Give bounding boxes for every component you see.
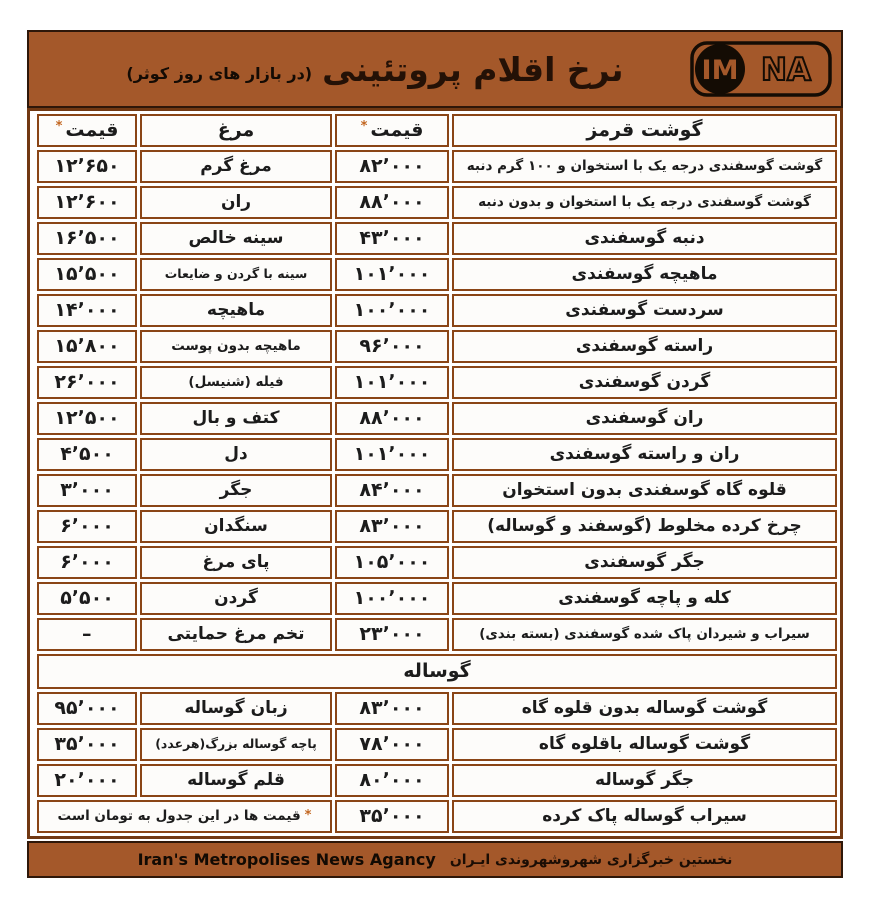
- chicken-item: دل: [140, 438, 332, 471]
- chicken-price: ۱۲٬۶۰۰: [37, 186, 137, 219]
- red-meat-price: ۱۰۰٬۰۰۰: [335, 582, 449, 615]
- red-meat-item: قلوه گاه گوسفندی بدون استخوان: [452, 474, 837, 507]
- chicken-price: ۱۵٬۵۰۰: [37, 258, 137, 291]
- chicken-item: سینه با گردن و ضایعات: [140, 258, 332, 291]
- imna-logo-icon: [690, 40, 832, 98]
- chicken-item: ران: [140, 186, 332, 219]
- chicken-item: سینه خالص: [140, 222, 332, 255]
- chicken-price: –: [37, 618, 137, 651]
- red-meat-item: سیراب و شیردان پاک شده گوسفندی (بسته بندی): [452, 618, 837, 651]
- footnote-text: قیمت ها در این جدول به تومان است: [57, 807, 301, 824]
- red-meat-item: ماهیچه گوسفندی: [452, 258, 837, 291]
- chicken-price: ۱۲٬۵۰۰: [37, 402, 137, 435]
- red-meat-price: ۴۳٬۰۰۰: [335, 222, 449, 255]
- red-meat-price: ۲۳٬۰۰۰: [335, 618, 449, 651]
- veal-item: گوشت گوساله بدون قلوه گاه: [452, 692, 837, 725]
- chicken-price: ۲۶٬۰۰۰: [37, 366, 137, 399]
- page-title: نرخ اقلام پروتئینی: [322, 49, 624, 89]
- header-titles: [29, 50, 681, 89]
- footnote-asterisk-icon: *: [304, 808, 312, 824]
- footer-band: [27, 841, 843, 878]
- red-meat-item: راسته گوسفندی: [452, 330, 837, 363]
- veal-price: ۹۵٬۰۰۰: [37, 692, 137, 725]
- chicken-price: ۱۲٬۶۵۰: [37, 150, 137, 183]
- veal-item: قلم گوساله: [140, 764, 332, 797]
- price-table: [27, 108, 843, 839]
- price-header-label: قیمت: [370, 118, 424, 141]
- chicken-item: فیله (شنیسل): [140, 366, 332, 399]
- chicken-item: کتف و بال: [140, 402, 332, 435]
- red-meat-price: ۱۰۱٬۰۰۰: [335, 366, 449, 399]
- chicken-price: ۵٬۵۰۰: [37, 582, 137, 615]
- red-meat-item: جگر گوسفندی: [452, 546, 837, 579]
- veal-price: ۲۰٬۰۰۰: [37, 764, 137, 797]
- chicken-item: گردن: [140, 582, 332, 615]
- price-header-label: قیمت: [65, 118, 119, 141]
- red-meat-price: ۱۰۱٬۰۰۰: [335, 438, 449, 471]
- chicken-item: پای مرغ: [140, 546, 332, 579]
- red-meat-price: ۱۰۰٬۰۰۰: [335, 294, 449, 327]
- red-meat-price: ۸۸٬۰۰۰: [335, 402, 449, 435]
- red-meat-item: گردن گوسفندی: [452, 366, 837, 399]
- price-asterisk-icon: *: [55, 119, 63, 134]
- col-header-price-red-meat: [335, 114, 449, 147]
- veal-item: گوشت گوساله باقلوه گاه: [452, 728, 837, 761]
- chicken-item: مرغ گرم: [140, 150, 332, 183]
- footer-agency-name-fa: نخستین خبرگزاری شهروشهروندی ایـران: [449, 851, 733, 868]
- red-meat-price: ۸۳٬۰۰۰: [335, 510, 449, 543]
- chicken-price: ۱۴٬۰۰۰: [37, 294, 137, 327]
- red-meat-item: گوشت گوسفندی درجه یک با استخوان و بدون دنبه: [452, 186, 837, 219]
- veal-price: ۷۸٬۰۰۰: [335, 728, 449, 761]
- veal-price: ۸۰٬۰۰۰: [335, 764, 449, 797]
- red-meat-price: ۹۶٬۰۰۰: [335, 330, 449, 363]
- red-meat-price: ۸۲٬۰۰۰: [335, 150, 449, 183]
- veal-price: ۳۵٬۰۰۰: [335, 800, 449, 833]
- chicken-price: ۱۶٬۵۰۰: [37, 222, 137, 255]
- col-header-chicken: مرغ: [140, 114, 332, 147]
- veal-item: سیراب گوساله پاک کرده: [452, 800, 837, 833]
- red-meat-item: ران گوسفندی: [452, 402, 837, 435]
- chicken-item: تخم مرغ حمایتی: [140, 618, 332, 651]
- price-asterisk-icon: *: [360, 119, 368, 134]
- svg-text:NA: NA: [761, 52, 811, 88]
- red-meat-price: ۸۴٬۰۰۰: [335, 474, 449, 507]
- veal-section-header: گوساله: [37, 654, 837, 689]
- red-meat-price: ۱۰۱٬۰۰۰: [335, 258, 449, 291]
- chicken-item: ماهیچه بدون پوست: [140, 330, 332, 363]
- red-meat-item: کله و پاچه گوسفندی: [452, 582, 837, 615]
- imna-logo: [681, 40, 841, 98]
- red-meat-item: گوشت گوسفندی درجه یک با استخوان و ۱۰۰ گرم دنبه: [452, 150, 837, 183]
- chicken-item: ماهیچه: [140, 294, 332, 327]
- chicken-price: ۱۵٬۸۰۰: [37, 330, 137, 363]
- svg-text:IM: IM: [701, 55, 739, 86]
- veal-price: ۳۵٬۰۰۰: [37, 728, 137, 761]
- veal-item: جگر گوساله: [452, 764, 837, 797]
- chicken-price: ۶٬۰۰۰: [37, 546, 137, 579]
- header-band: [27, 30, 843, 108]
- footer-agency-name-en: Iran's Metropolises News Agancy: [137, 850, 436, 869]
- red-meat-item: ران و راسته گوسفندی: [452, 438, 837, 471]
- veal-item: پاچه گوساله بزرگ(هرعدد): [140, 728, 332, 761]
- chicken-price: ۴٬۵۰۰: [37, 438, 137, 471]
- chicken-price: ۶٬۰۰۰: [37, 510, 137, 543]
- col-header-red-meat: گوشت قرمز: [452, 114, 837, 147]
- red-meat-price: ۸۸٬۰۰۰: [335, 186, 449, 219]
- red-meat-item: دنبه گوسفندی: [452, 222, 837, 255]
- chicken-item: جگر: [140, 474, 332, 507]
- chicken-item: سنگدان: [140, 510, 332, 543]
- price-infographic: [27, 30, 843, 878]
- veal-price: ۸۳٬۰۰۰: [335, 692, 449, 725]
- toman-footnote: [37, 800, 332, 833]
- page-subtitle: (در بازار های روز کوثر): [126, 63, 313, 83]
- veal-item: زبان گوساله: [140, 692, 332, 725]
- col-header-price-chicken: [37, 114, 137, 147]
- red-meat-item: چرخ کرده مخلوط (گوسفند و گوساله): [452, 510, 837, 543]
- red-meat-item: سردست گوسفندی: [452, 294, 837, 327]
- red-meat-price: ۱۰۵٬۰۰۰: [335, 546, 449, 579]
- chicken-price: ۳٬۰۰۰: [37, 474, 137, 507]
